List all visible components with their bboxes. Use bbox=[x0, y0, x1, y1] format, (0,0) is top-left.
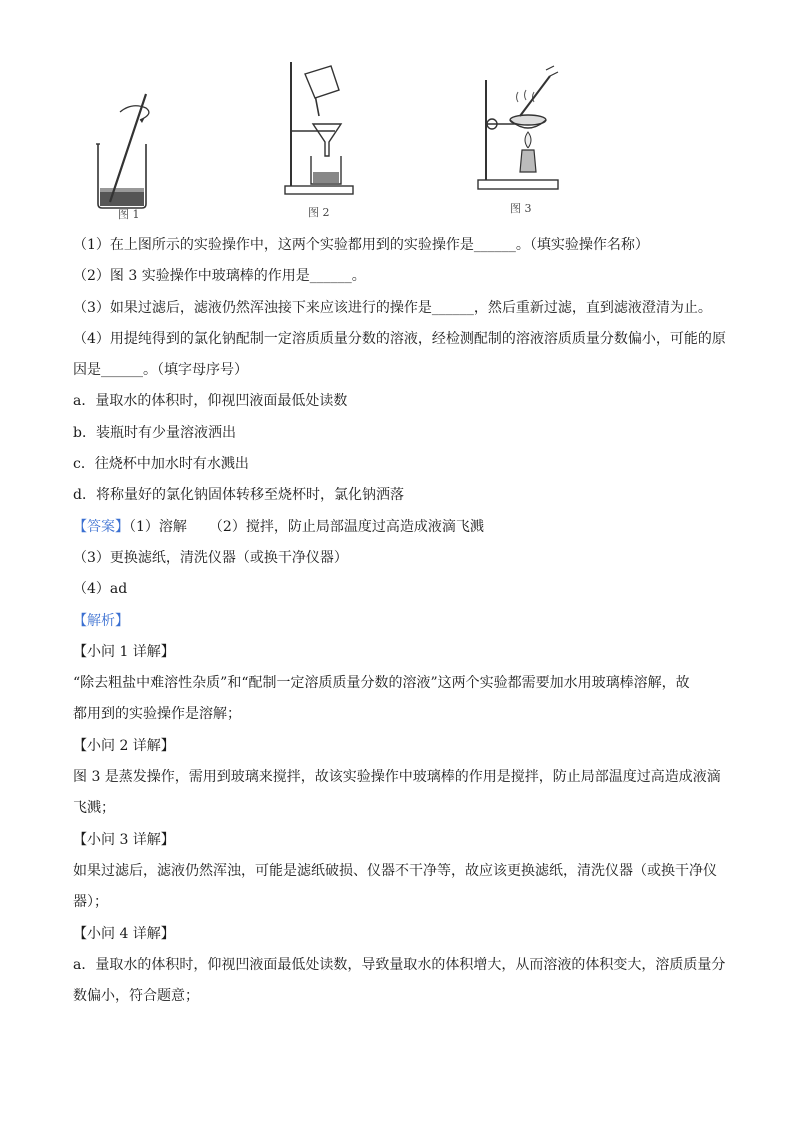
analysis-heading-2: 【小问 2 详解】 bbox=[73, 737, 175, 754]
analysis-heading-1: 【小问 1 详解】 bbox=[73, 643, 175, 660]
question-2: （2）图 3 实验操作中玻璃棒的作用是______。 bbox=[73, 268, 366, 285]
analysis-3-line-2: 器）； bbox=[73, 894, 108, 911]
option-a: a．量取水的体积时，仰视凹液面最低处读数 bbox=[73, 393, 348, 410]
option-d: d．将称量好的氯化钠固体转移至烧杯时，氯化钠洒落 bbox=[73, 487, 404, 504]
experiment-figures bbox=[90, 56, 610, 226]
analysis-1-line-2: 都用到的实验操作是溶解； bbox=[73, 706, 241, 723]
analysis-1-line-1: “除去粗盐中难溶性杂质”和“配制一定溶质质量分数的溶液”这两个实验都需要加水用玻璃棒溶解，故 bbox=[73, 675, 690, 692]
answer-label: 【答案】 bbox=[73, 518, 129, 535]
figure-3-evaporation-illustration bbox=[470, 62, 570, 197]
figure-2-filtration-illustration bbox=[275, 56, 365, 201]
answer-1: （1）溶解 bbox=[129, 518, 187, 535]
answer-3: （3）更换滤纸，清洗仪器（或换干净仪器） bbox=[73, 549, 348, 566]
figure-3-caption: 图 3 bbox=[510, 202, 532, 215]
question-4-line-1: （4）用提纯得到的氯化钠配制一定溶质质量分数的溶液，经检测配制的溶液溶质质量分数偏小，可能的原 bbox=[73, 330, 726, 347]
answer-4: （4）ad bbox=[73, 581, 128, 598]
option-b: b．装瓶时有少量溶液洒出 bbox=[73, 424, 236, 441]
analysis-4-line-1: a．量取水的体积时，仰视凹液面最低处读数，导致量取水的体积增大，从而溶液的体积变大，溶质质量分 bbox=[73, 956, 726, 973]
analysis-heading-4: 【小问 4 详解】 bbox=[73, 925, 175, 942]
analysis-3-line-1: 如果过滤后，滤液仍然浑浊，可能是滤纸破损、仪器不干净等，故应该更换滤纸，清洗仪器（或换干净仪 bbox=[73, 862, 717, 879]
question-1: （1）在上图所示的实验操作中，这两个实验都用到的实验操作是______。（填实验操作名称） bbox=[73, 237, 649, 253]
figure-1-dissolving-illustration bbox=[90, 84, 160, 214]
figure-2-caption: 图 2 bbox=[308, 206, 330, 219]
question-3: （3）如果过滤后，滤液仍然浑浊接下来应该进行的操作是______，然后重新过滤，直到滤液澄清为止。 bbox=[73, 299, 712, 316]
analysis-2-line-2: 飞溅； bbox=[73, 800, 115, 817]
analysis-4-line-2: 数偏小，符合题意； bbox=[73, 988, 199, 1005]
analysis-label: 【解析】 bbox=[73, 612, 129, 629]
analysis-heading-3: 【小问 3 详解】 bbox=[73, 831, 175, 848]
question-content bbox=[73, 230, 733, 1012]
question-4-line-2: 因是______。（填字母序号） bbox=[73, 362, 248, 379]
answer-2: （2）搅拌，防止局部温度过高造成液滴飞溅 bbox=[208, 518, 484, 535]
answer-row bbox=[73, 512, 733, 543]
analysis-2-line-1: 图 3 是蒸发操作，需用到玻璃来搅拌，故该实验操作中玻璃棒的作用是搅拌，防止局部温度过高造成液滴 bbox=[73, 769, 721, 786]
figure-1-caption: 图 1 bbox=[118, 208, 140, 221]
option-c: c．往烧杯中加水时有水溅出 bbox=[73, 456, 249, 473]
